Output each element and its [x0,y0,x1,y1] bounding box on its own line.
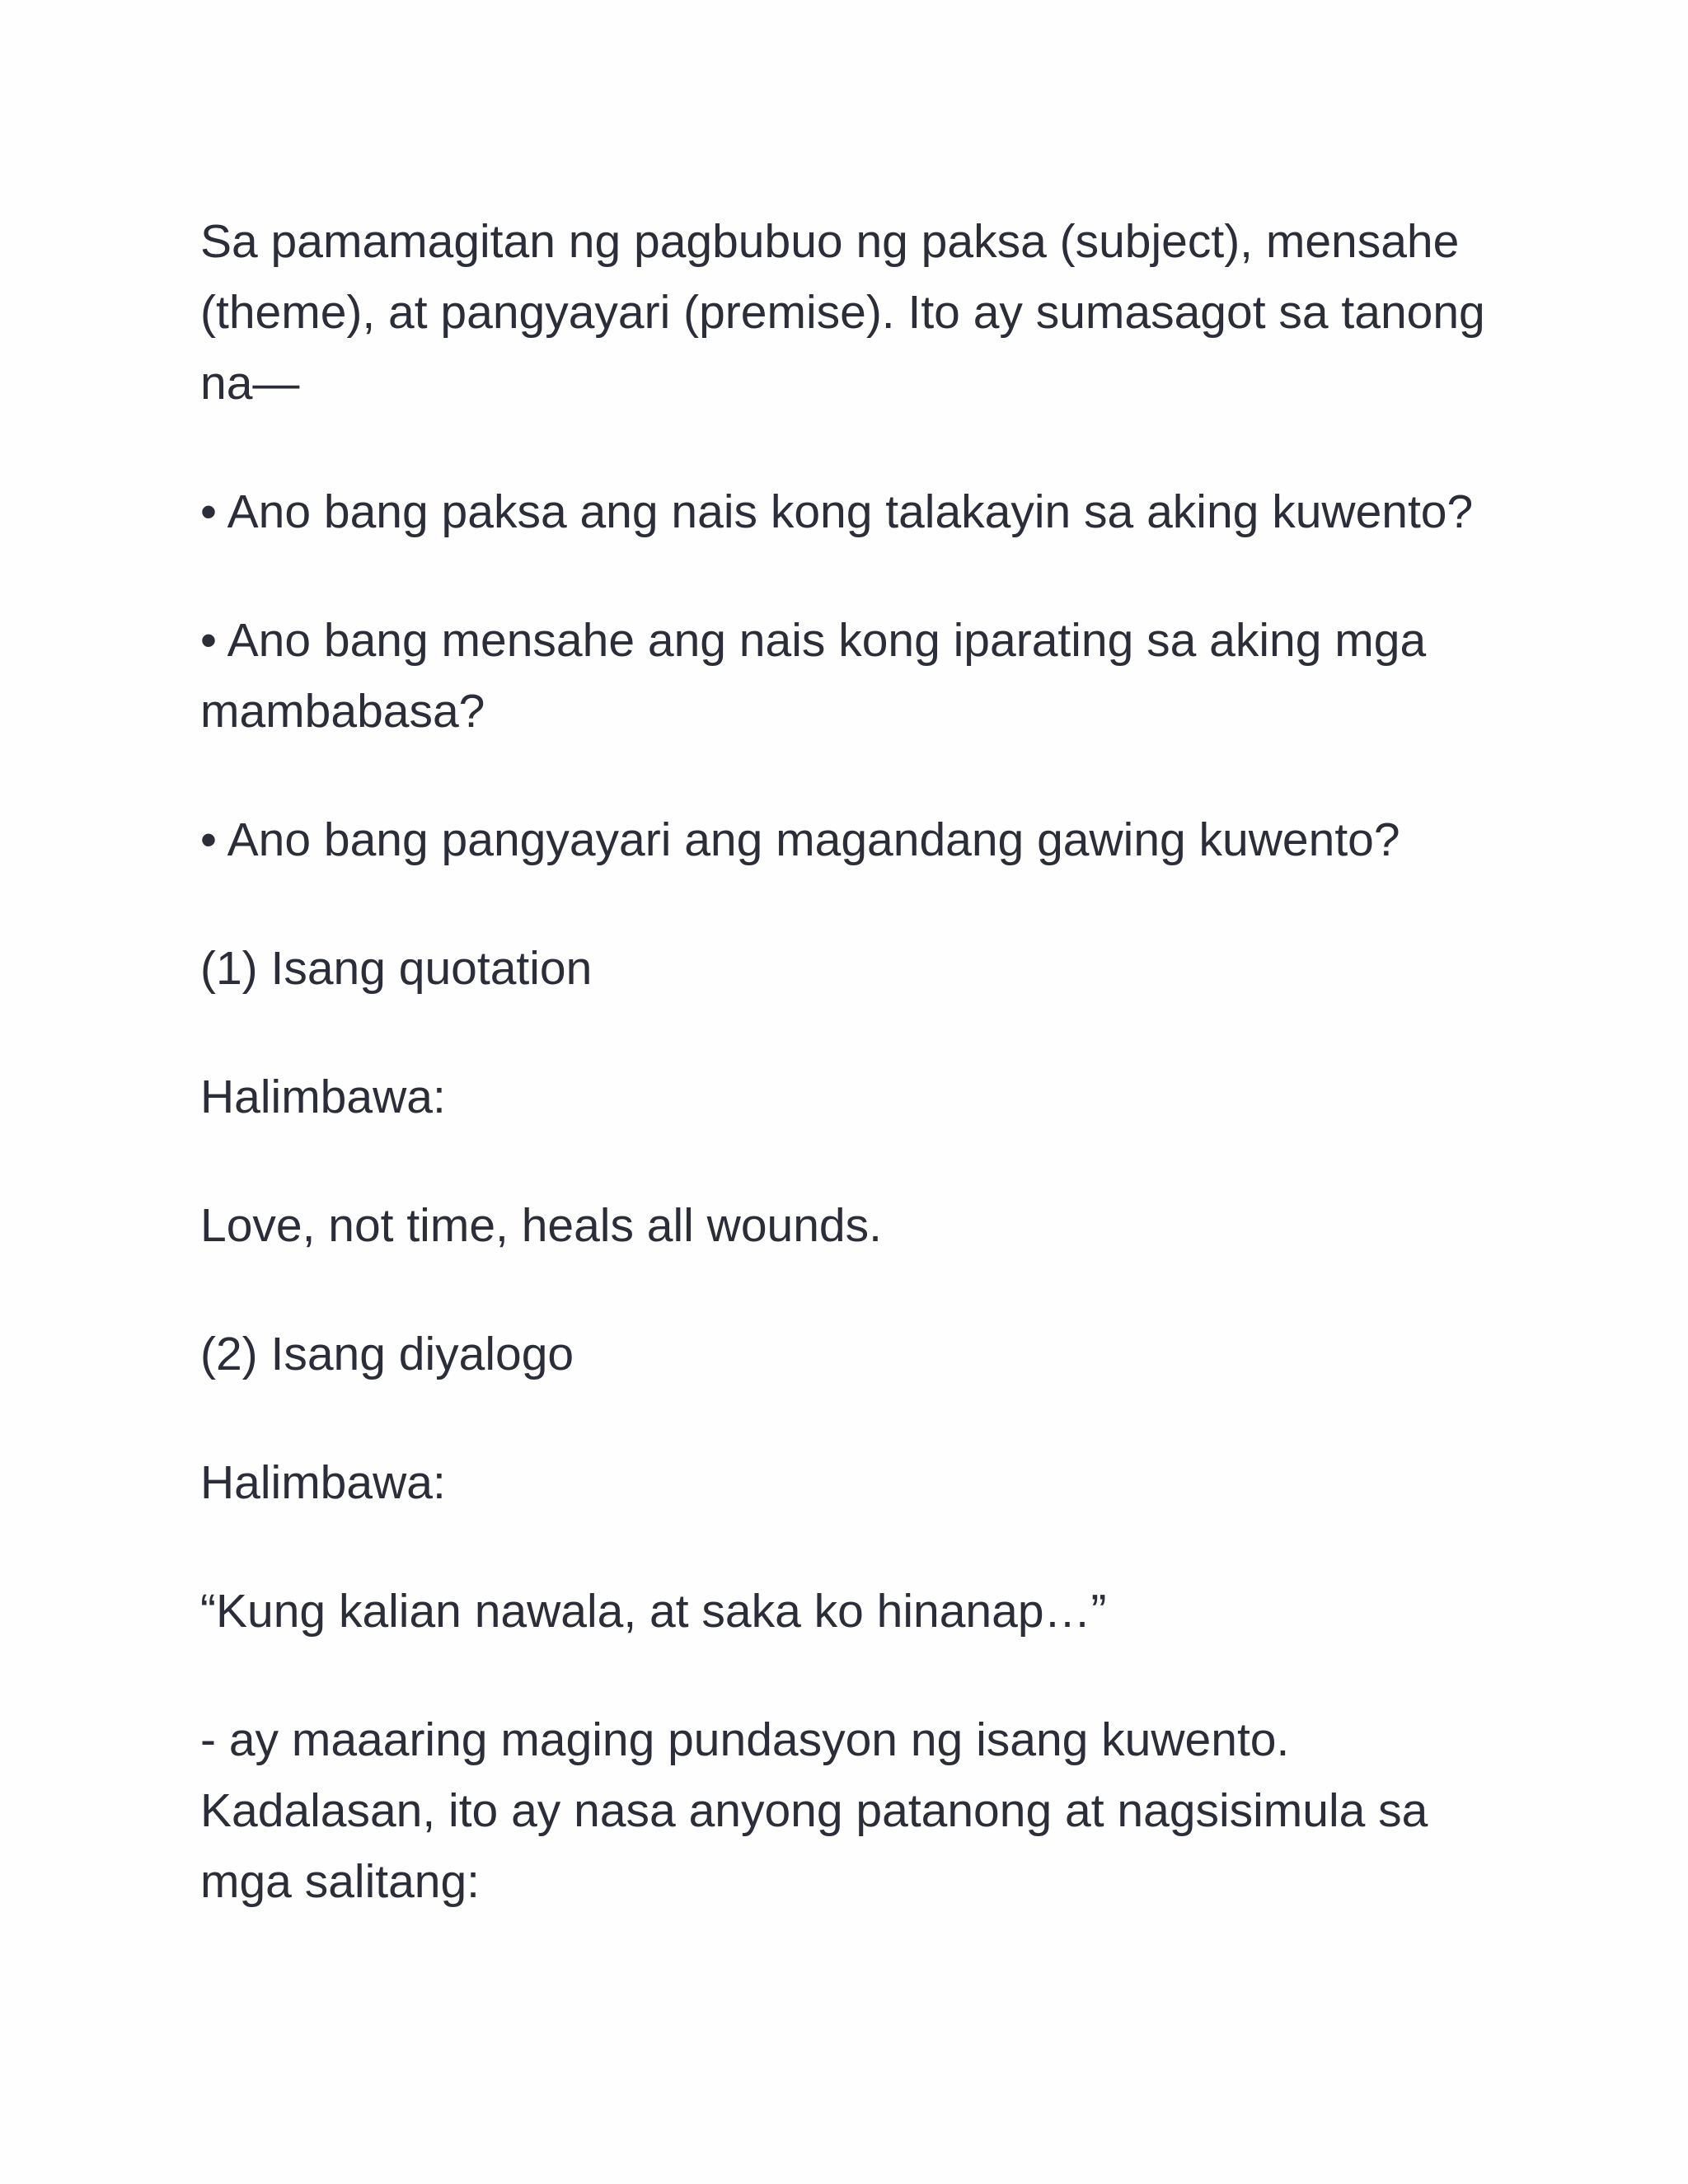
item-quotation-heading: (1) Isang quotation [200,942,593,995]
bullet-question-pangyayari: • Ano bang pangyayari ang magandang gawing kuwento? [200,813,1400,866]
intro-paragraph: Sa pamamagitan ng pagbubuo ng paksa (subject), mensahe (theme), at pangyayari (premise). Ito ay sumasagot sa tanong na— [200,215,1485,410]
bullet-question-mensahe: • Ano bang mensahe ang nais kong iparating sa aking mga mambabasa? [200,614,1427,738]
document-body [200,206,1519,1917]
example-quotation: Love, not time, heals all wounds. [200,1199,882,1252]
item-dialogue-heading: (2) Isang diyalogo [200,1328,574,1380]
bullet-question-paksa: • Ano bang paksa ang nais kong talakayin sa aking kuwento? [200,485,1474,538]
closing-paragraph: - ay maaaring maging pundasyon ng isang kuwento. Kadalasan, ito ay nasa anyong patanong at nagsisimula sa mga salitang: [200,1713,1428,1908]
example-label: Halimbawa: [200,1071,446,1123]
example-label: Halimbawa: [200,1456,446,1509]
example-dialogue: “Kung kalian nawala, at saka ko hinanap…” [200,1585,1107,1638]
